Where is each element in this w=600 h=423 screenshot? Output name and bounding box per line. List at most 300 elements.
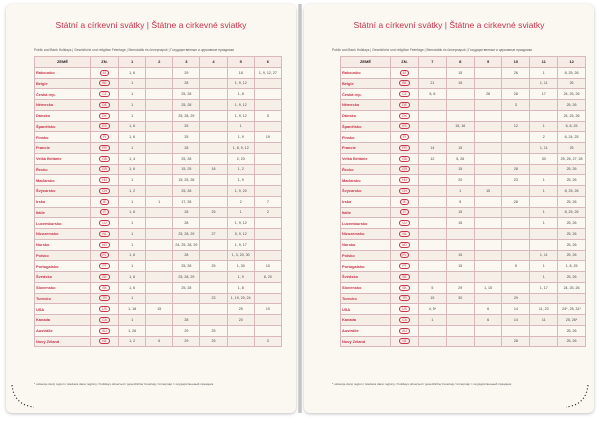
holiday-days-cell xyxy=(254,143,281,154)
holiday-days-cell: 1, 6 xyxy=(119,207,146,218)
table-row xyxy=(35,239,282,250)
table-row xyxy=(341,250,586,261)
holiday-days-cell: 28 xyxy=(173,315,200,326)
holiday-days-cell: 1, 18 xyxy=(119,304,146,315)
table-row xyxy=(341,132,586,143)
country-code-badge: SK xyxy=(399,285,409,291)
holiday-days-cell: 1 xyxy=(119,229,146,240)
holiday-days-cell xyxy=(474,293,502,304)
holiday-days-cell xyxy=(502,110,530,121)
holiday-days-cell: 1, 9 xyxy=(227,272,254,283)
left-page-subtitle: Public and Bank Holidays | Gesetzliche und religiöse Feiertage | Bemutatók és ünnepnapok | Государственные и церковные праздники xyxy=(34,48,235,52)
holiday-days-cell xyxy=(530,325,558,336)
holiday-days-cell xyxy=(254,218,281,229)
holiday-days-cell: 15 xyxy=(419,293,447,304)
country-name: Švédsko xyxy=(341,272,391,283)
country-code-badge: AU xyxy=(399,328,409,334)
country-code-badge: AU xyxy=(99,328,109,334)
book-spine xyxy=(298,4,302,413)
country-code-cell xyxy=(91,261,119,272)
country-code-cell xyxy=(391,272,419,283)
column-header-month: 11 xyxy=(530,57,558,68)
country-name: Česká rep. xyxy=(341,89,391,100)
holiday-days-cell xyxy=(474,239,502,250)
country-code-badge: LU xyxy=(99,220,109,226)
holiday-days-cell: 1 xyxy=(119,89,146,100)
holiday-days-cell: 1, 8, 9, 12 xyxy=(227,143,254,154)
holiday-days-cell: 1 xyxy=(146,196,173,207)
holiday-days-cell xyxy=(419,175,447,186)
holiday-days-cell: 25, 28 xyxy=(173,282,200,293)
country-code-cell xyxy=(91,186,119,197)
country-code-cell xyxy=(391,121,419,132)
country-code-cell xyxy=(391,239,419,250)
country-code-badge: HU xyxy=(399,177,410,183)
country-name: Finsko xyxy=(35,132,91,143)
holiday-days-cell: 6 xyxy=(474,315,502,326)
holiday-days-cell: 25, 28, 29 xyxy=(173,110,200,121)
table-row xyxy=(35,121,282,132)
holiday-days-cell: 1 xyxy=(530,272,558,283)
holiday-days-cell xyxy=(146,250,173,261)
table-row xyxy=(341,325,586,336)
country-name: Velká Británie xyxy=(341,153,391,164)
holiday-days-cell: 6 xyxy=(146,336,173,347)
holiday-days-cell: 1 xyxy=(119,261,146,272)
country-code-badge: NL xyxy=(99,231,109,237)
holiday-days-cell: 5 xyxy=(419,282,447,293)
holiday-days-cell xyxy=(254,121,281,132)
holiday-days-cell xyxy=(474,261,502,272)
country-name: Rakousko xyxy=(35,67,91,78)
holiday-days-cell: 1, 9, 20 xyxy=(227,186,254,197)
column-header-month: 9 xyxy=(474,57,502,68)
table-row xyxy=(35,67,282,78)
holiday-days-cell xyxy=(474,100,502,111)
table-row xyxy=(35,89,282,100)
country-name: Německo xyxy=(35,100,91,111)
holiday-days-cell: 25, 26 xyxy=(558,272,586,283)
holiday-days-cell: 5 xyxy=(254,110,281,121)
holiday-days-cell: 25, 26 xyxy=(558,325,586,336)
holiday-days-cell: 1, 6 xyxy=(119,282,146,293)
table-row xyxy=(341,229,586,240)
table-row xyxy=(35,218,282,229)
table-row xyxy=(341,293,586,304)
holiday-days-cell: 26 xyxy=(502,67,530,78)
holiday-days-cell: 25 xyxy=(558,78,586,89)
country-code-badge: NL xyxy=(399,231,409,237)
country-code-cell xyxy=(91,153,119,164)
country-name: Itálie xyxy=(35,207,91,218)
country-code-cell xyxy=(391,153,419,164)
holiday-days-cell: 1 xyxy=(530,186,558,197)
country-code-badge: TR xyxy=(399,295,409,301)
holiday-days-cell: 1, 6 xyxy=(119,132,146,143)
table-row xyxy=(341,336,586,347)
holiday-days-cell xyxy=(502,272,530,283)
table-row xyxy=(341,186,586,197)
table-row xyxy=(35,304,282,315)
holiday-days-cell xyxy=(474,132,502,143)
country-name: Švédsko xyxy=(35,272,91,283)
table-row xyxy=(341,272,586,283)
holiday-days-cell xyxy=(530,110,558,121)
table-row xyxy=(341,153,586,164)
holiday-days-cell: 15 xyxy=(146,304,173,315)
table-row xyxy=(35,110,282,121)
holiday-days-cell: 25, 26 xyxy=(558,336,586,347)
holiday-days-cell xyxy=(419,261,447,272)
holiday-days-cell: 5 xyxy=(502,261,530,272)
holiday-days-cell xyxy=(146,315,173,326)
holiday-days-cell xyxy=(254,293,281,304)
holiday-days-cell: 15, 25, 28 xyxy=(173,175,200,186)
holiday-days-cell xyxy=(254,325,281,336)
holiday-days-cell xyxy=(502,207,530,218)
holiday-days-cell: 1, 6 xyxy=(119,272,146,283)
table-row xyxy=(35,100,282,111)
country-code-cell xyxy=(391,196,419,207)
country-name: Polsko xyxy=(35,250,91,261)
holiday-days-cell: 25, 28, 29 xyxy=(173,272,200,283)
holiday-days-cell xyxy=(146,89,173,100)
country-code-badge: US xyxy=(99,306,109,312)
holiday-days-cell xyxy=(419,110,447,121)
country-name: Nizozemsko xyxy=(341,229,391,240)
holiday-days-cell xyxy=(200,282,227,293)
table-row xyxy=(341,315,586,326)
holiday-days-cell xyxy=(502,282,530,293)
country-code-badge: DE xyxy=(399,102,409,108)
country-code-cell xyxy=(391,132,419,143)
holiday-days-cell: 25 xyxy=(173,132,200,143)
holiday-days-cell: 1 xyxy=(419,315,447,326)
holiday-days-cell xyxy=(474,67,502,78)
country-name: Slovensko xyxy=(35,282,91,293)
holiday-days-cell: 12 xyxy=(419,153,447,164)
holiday-days-cell xyxy=(474,336,502,347)
holiday-days-cell: 1, 6 xyxy=(119,250,146,261)
holiday-days-cell xyxy=(446,239,474,250)
holiday-days-cell: 8, 25, 26 xyxy=(558,207,586,218)
country-name: Nový Zéland xyxy=(341,336,391,347)
holiday-days-cell: 15, 16 xyxy=(446,121,474,132)
holiday-days-cell xyxy=(419,67,447,78)
table-row xyxy=(341,239,586,250)
holiday-days-cell: 15 xyxy=(446,78,474,89)
holiday-days-cell xyxy=(146,153,173,164)
country-name: Řecko xyxy=(35,164,91,175)
table-row xyxy=(35,315,282,326)
holiday-days-cell: 5, 9, 12 xyxy=(227,229,254,240)
holiday-days-cell: 28 xyxy=(173,207,200,218)
holiday-days-cell: 25, 26* xyxy=(558,315,586,326)
table-row xyxy=(35,186,282,197)
holiday-days-cell: 2 xyxy=(254,207,281,218)
holiday-days-cell: 25, 28 xyxy=(173,89,200,100)
holiday-days-cell: 10 xyxy=(254,261,281,272)
country-code-badge: ES xyxy=(399,123,409,129)
holiday-days-cell: 19 xyxy=(254,132,281,143)
column-header-month: 8 xyxy=(446,57,474,68)
holiday-days-cell xyxy=(502,218,530,229)
holiday-days-cell xyxy=(200,175,227,186)
holiday-days-cell: 28 xyxy=(173,143,200,154)
country-code-badge: CA xyxy=(99,317,109,323)
country-code-badge: CH xyxy=(399,188,410,194)
table-row xyxy=(341,304,586,315)
holiday-days-cell: 18 xyxy=(200,164,227,175)
holiday-days-cell: 14 xyxy=(502,304,530,315)
country-code-cell xyxy=(391,325,419,336)
holiday-days-cell xyxy=(502,186,530,197)
holiday-days-cell: 1, 11 xyxy=(530,143,558,154)
holiday-days-cell xyxy=(446,325,474,336)
country-code-badge: CZ xyxy=(99,91,109,97)
country-name: Austrálie xyxy=(35,325,91,336)
holiday-days-cell xyxy=(200,153,227,164)
country-name: Česká rep. xyxy=(35,89,91,100)
table-row xyxy=(341,78,586,89)
holiday-days-cell xyxy=(146,282,173,293)
holiday-days-cell: 3 xyxy=(254,336,281,347)
country-code-badge: FI xyxy=(100,134,109,140)
country-code-badge: DE xyxy=(99,102,109,108)
holiday-days-cell: 1 xyxy=(530,175,558,186)
holiday-days-cell: 1 xyxy=(227,121,254,132)
holiday-days-cell: 25, 26 xyxy=(558,100,586,111)
country-name: Francie xyxy=(35,143,91,154)
holiday-days-cell xyxy=(200,67,227,78)
country-code-cell xyxy=(391,293,419,304)
table-row xyxy=(35,175,282,186)
country-code-badge: PT xyxy=(99,263,109,269)
holiday-days-cell: 27 xyxy=(200,229,227,240)
country-code-badge: GB xyxy=(399,156,410,162)
country-code-cell xyxy=(91,336,119,347)
country-name: Dánsko xyxy=(35,110,91,121)
country-name: Polsko xyxy=(341,250,391,261)
country-code-cell xyxy=(91,272,119,283)
country-name: Turecko xyxy=(35,293,91,304)
holiday-days-cell: 5, 6 xyxy=(419,89,447,100)
country-code-badge: BE xyxy=(99,80,109,86)
country-name: Švýcarsko xyxy=(35,186,91,197)
country-name: Maďarsko xyxy=(35,175,91,186)
holiday-days-cell: 15 xyxy=(446,250,474,261)
holiday-days-cell: 28 xyxy=(502,164,530,175)
holiday-days-cell xyxy=(146,218,173,229)
holiday-days-cell xyxy=(446,229,474,240)
country-code-badge: PL xyxy=(100,252,110,258)
holiday-days-cell xyxy=(227,336,254,347)
holiday-days-cell xyxy=(419,239,447,250)
holiday-days-cell: 15, 25 xyxy=(173,164,200,175)
holiday-days-cell: 6 xyxy=(474,304,502,315)
table-row xyxy=(35,282,282,293)
country-code-cell xyxy=(391,336,419,347)
holiday-days-cell: 1 xyxy=(119,218,146,229)
country-code-badge: AT xyxy=(400,70,410,76)
table-row xyxy=(35,325,282,336)
country-code-badge: DK xyxy=(99,113,109,119)
holiday-days-cell: 25, 28 xyxy=(173,186,200,197)
holiday-days-cell: 15 xyxy=(446,261,474,272)
holiday-days-cell xyxy=(146,67,173,78)
country-code-cell xyxy=(391,110,419,121)
holiday-days-cell xyxy=(474,78,502,89)
country-name: Velká Británie xyxy=(35,153,91,164)
holiday-days-cell: 1, 19, 20, 24 xyxy=(227,293,254,304)
holiday-days-cell: 1 xyxy=(119,175,146,186)
holiday-days-cell xyxy=(419,186,447,197)
table-row xyxy=(35,293,282,304)
holiday-days-cell: 20 xyxy=(227,315,254,326)
holiday-days-cell xyxy=(254,153,281,164)
holiday-days-cell xyxy=(474,218,502,229)
holiday-days-cell xyxy=(502,143,530,154)
country-code-badge: GB xyxy=(99,156,110,162)
column-header-country: ZEMĚ xyxy=(341,57,391,68)
holiday-days-cell: 1, 9, 12 xyxy=(227,110,254,121)
holiday-days-cell xyxy=(446,132,474,143)
holiday-days-cell xyxy=(419,121,447,132)
holiday-days-cell xyxy=(146,143,173,154)
table-row xyxy=(35,196,282,207)
holiday-days-cell xyxy=(419,100,447,111)
holiday-days-cell xyxy=(419,164,447,175)
holiday-days-cell xyxy=(254,175,281,186)
holiday-days-cell: 1 xyxy=(119,143,146,154)
holiday-days-cell xyxy=(474,121,502,132)
country-code-cell xyxy=(91,325,119,336)
holiday-days-cell xyxy=(502,325,530,336)
holiday-days-cell xyxy=(146,207,173,218)
holiday-days-cell: 29 xyxy=(173,67,200,78)
holiday-days-cell: 25, 28 xyxy=(173,153,200,164)
holiday-days-cell: 25, 26 xyxy=(558,164,586,175)
holiday-days-cell xyxy=(474,272,502,283)
holiday-days-cell xyxy=(200,239,227,250)
holiday-days-cell: 21 xyxy=(419,78,447,89)
country-code-cell xyxy=(91,293,119,304)
holiday-days-cell xyxy=(146,132,173,143)
column-header-month: 12 xyxy=(558,57,586,68)
table-header-row xyxy=(35,57,282,68)
holiday-days-cell xyxy=(419,325,447,336)
holiday-days-cell: 28 xyxy=(173,250,200,261)
table-row xyxy=(341,282,586,293)
country-code-cell xyxy=(91,250,119,261)
holiday-days-cell xyxy=(446,304,474,315)
holiday-days-cell: 15 xyxy=(474,186,502,197)
holiday-days-cell: 24, 25, 26 xyxy=(558,110,586,121)
holiday-days-cell: 1 xyxy=(227,207,254,218)
table-row xyxy=(341,89,586,100)
holiday-days-cell xyxy=(254,250,281,261)
holiday-days-cell xyxy=(446,100,474,111)
holiday-days-cell xyxy=(474,325,502,336)
country-name: Řecko xyxy=(341,164,391,175)
holiday-days-cell: 15 xyxy=(446,218,474,229)
holiday-days-cell: 14 xyxy=(419,143,447,154)
table-row xyxy=(35,164,282,175)
country-name: Švýcarsko xyxy=(341,186,391,197)
holiday-days-cell xyxy=(474,250,502,261)
country-code-badge: CZ xyxy=(399,91,409,97)
country-code-badge: NO xyxy=(399,242,410,248)
country-code-badge: PL xyxy=(400,252,410,258)
holiday-days-cell xyxy=(146,175,173,186)
holiday-days-cell xyxy=(146,100,173,111)
holiday-days-cell: 1, 11 xyxy=(530,78,558,89)
country-name: Finsko xyxy=(341,132,391,143)
column-header-month: 1 xyxy=(119,57,146,68)
table-row xyxy=(341,121,586,132)
holiday-days-cell xyxy=(502,229,530,240)
country-code-badge: DK xyxy=(399,113,409,119)
holiday-days-cell: 15 xyxy=(446,143,474,154)
column-header-month: 3 xyxy=(173,57,200,68)
holiday-days-cell xyxy=(474,143,502,154)
country-code-cell xyxy=(391,218,419,229)
country-code-badge: FR xyxy=(99,145,109,151)
left-page xyxy=(6,4,296,413)
holiday-days-cell: 28 xyxy=(502,336,530,347)
holiday-days-cell: 20 xyxy=(446,175,474,186)
holiday-days-cell: 1, 6 xyxy=(119,164,146,175)
holiday-days-cell: 1 xyxy=(530,261,558,272)
holiday-days-cell xyxy=(502,78,530,89)
holiday-days-cell: 28 xyxy=(502,89,530,100)
country-name: Lucembursko xyxy=(341,218,391,229)
table-row xyxy=(341,67,586,78)
country-code-cell xyxy=(91,229,119,240)
country-name: Francie xyxy=(341,143,391,154)
holiday-days-cell: 2 xyxy=(530,132,558,143)
holiday-days-cell: 25, 28, 29 xyxy=(173,229,200,240)
holiday-days-cell: 24, 25, 26 xyxy=(558,89,586,100)
holiday-days-cell: 28 xyxy=(502,196,530,207)
country-code-badge: FI xyxy=(400,134,409,140)
country-code-cell xyxy=(91,175,119,186)
country-code-cell xyxy=(391,78,419,89)
left-holiday-table xyxy=(34,56,282,347)
country-name: Kanada xyxy=(35,315,91,326)
country-code-badge: CH xyxy=(99,188,110,194)
holiday-days-cell: 1 xyxy=(119,239,146,250)
table-row xyxy=(341,175,586,186)
holiday-days-cell xyxy=(530,100,558,111)
country-name: Rakousko xyxy=(341,67,391,78)
holiday-days-cell xyxy=(200,132,227,143)
holiday-days-cell xyxy=(474,196,502,207)
holiday-days-cell xyxy=(200,196,227,207)
holiday-days-cell xyxy=(446,336,474,347)
holiday-days-cell xyxy=(446,89,474,100)
holiday-days-cell: 24, 25, 26 xyxy=(558,282,586,293)
country-code-cell xyxy=(391,67,419,78)
holiday-days-cell: 1, 9, 12 xyxy=(227,78,254,89)
holiday-days-cell xyxy=(530,229,558,240)
holiday-days-cell: 1, 8, 25 xyxy=(558,261,586,272)
left-page-title: Státní a církevní svátky | Štátne a cirkevné sviatky xyxy=(55,20,247,30)
country-code-badge: SK xyxy=(99,285,109,291)
holiday-days-cell: 3 xyxy=(502,100,530,111)
holiday-days-cell: 29 xyxy=(173,325,200,336)
holiday-days-cell xyxy=(474,164,502,175)
